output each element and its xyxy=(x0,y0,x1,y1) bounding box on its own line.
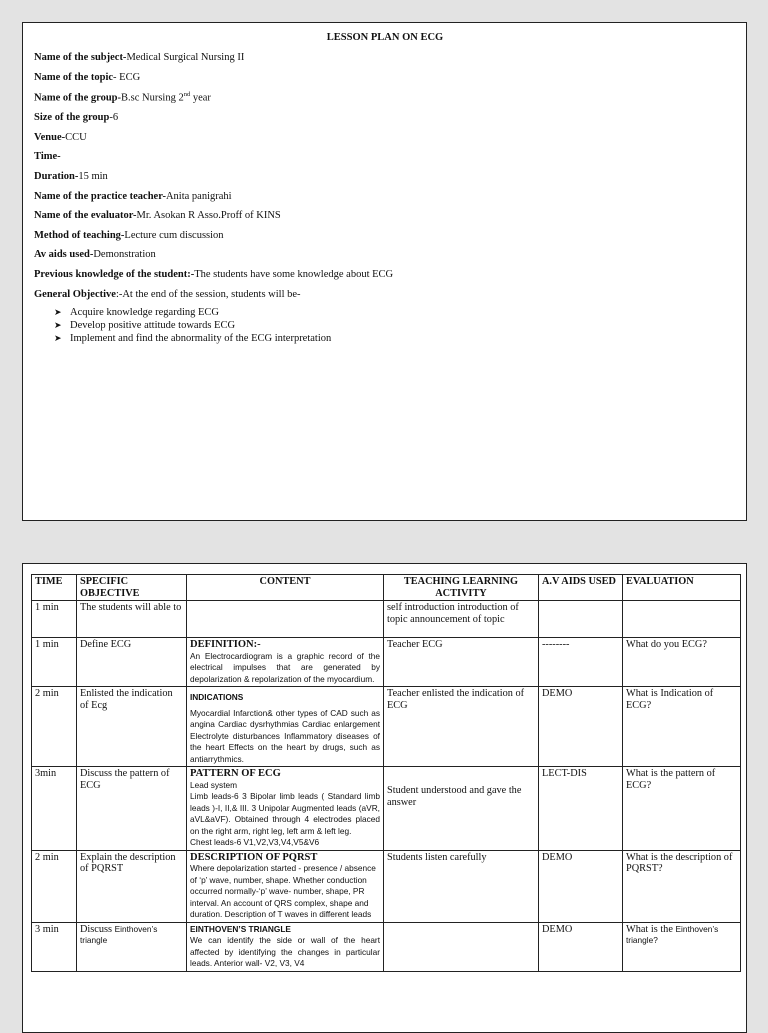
cell-time: 1 min xyxy=(32,638,77,687)
field-time: Time- xyxy=(34,151,61,163)
field-practice-teacher: Name of the practice teacher-Anita panigrahi xyxy=(34,190,232,202)
field-venue: Venue-CCU xyxy=(34,131,87,143)
content-heading: INDICATIONS xyxy=(190,692,244,703)
lesson-plan-page xyxy=(22,22,747,521)
content-heading: DESCRIPTION OF PQRST xyxy=(190,851,318,863)
field-general-objective: General Objective:-At the end of the session, students will be- xyxy=(34,288,301,300)
cell-content xyxy=(187,922,384,971)
cell-content xyxy=(187,767,384,851)
cell-time: 3min xyxy=(32,767,77,851)
cell-time: 2 min xyxy=(32,850,77,922)
field-duration: Duration-15 min xyxy=(34,171,108,183)
cell-content xyxy=(187,601,384,638)
cell-objective: Explain the description of PQRST xyxy=(77,850,187,922)
cell-time: 3 min xyxy=(32,922,77,971)
arrow-bullet-icon: ➤ xyxy=(54,332,62,343)
cell-evaluation: What is the Einthoven’s triangle? xyxy=(623,922,741,971)
cell-activity: Teacher enlisted the indication of ECG xyxy=(384,687,539,767)
cell-content xyxy=(187,638,384,687)
table-row xyxy=(32,767,741,851)
field-method: Method of teaching-Lecture cum discussion xyxy=(34,229,224,241)
cell-objective: Discuss the pattern of ECG xyxy=(77,767,187,851)
cell-activity: Teacher ECG xyxy=(384,638,539,687)
table-row xyxy=(32,922,741,971)
table-row xyxy=(32,850,741,922)
cell-aids: LECT-DIS xyxy=(539,767,623,851)
cell-evaluation: What is Indication of ECG? xyxy=(623,687,741,767)
table-header-row xyxy=(32,575,741,601)
cell-aids: DEMO xyxy=(539,687,623,767)
cell-aids: -------- xyxy=(539,638,623,687)
field-topic: Name of the topic- ECG xyxy=(34,71,141,83)
arrow-bullet-icon: ➤ xyxy=(54,307,62,318)
table-row xyxy=(32,687,741,767)
cell-aids xyxy=(539,601,623,638)
table-row xyxy=(32,638,741,687)
cell-objective: Define ECG xyxy=(77,638,187,687)
field-previous-knowledge: Previous knowledge of the student:-The students have some knowledge about ECG xyxy=(34,269,394,281)
cell-time: 1 min xyxy=(32,601,77,638)
header-av-aids: A.V AIDS USED xyxy=(539,575,623,601)
field-group-size: Size of the group-6 xyxy=(34,112,119,124)
content-text: We can identify the side or wall of the heart affected by identifying the changes in particular leads. Anterior wall- V2, V3, V4 xyxy=(190,935,380,969)
field-subject: Name of the subject-Medical Surgical Nursing II xyxy=(34,52,245,63)
list-item: ➤ Develop positive attitude towards ECG xyxy=(54,320,236,332)
cell-objective: Enlisted the indication of Ecg xyxy=(77,687,187,767)
cell-evaluation: What is the description of PQRST? xyxy=(623,850,741,922)
lesson-table-page xyxy=(22,563,747,1033)
cell-activity: self introduction introduction of topic announcement of topic xyxy=(384,601,539,638)
table-row xyxy=(32,601,741,638)
header-time: TIME xyxy=(32,575,77,601)
cell-aids: DEMO xyxy=(539,922,623,971)
header-content: CONTENT xyxy=(187,575,384,601)
list-item: ➤ Implement and find the abnormality of the ECG interpretation xyxy=(54,332,332,344)
field-evaluator: Name of the evaluator-Mr. Asokan R Asso.Proff of KINS xyxy=(34,210,281,222)
cell-time: 2 min xyxy=(32,687,77,767)
cell-activity xyxy=(384,922,539,971)
cell-activity: Student understood and gave the answer xyxy=(384,767,539,851)
header-activity: TEACHING LEARNING ACTIVITY xyxy=(384,575,539,601)
cell-evaluation: What is the pattern of ECG? xyxy=(623,767,741,851)
cell-evaluation xyxy=(623,601,741,638)
content-text: Limb leads-6 3 Bipolar limb leads ( Standard limb leads )-I, II,& III. 3 Unipolar Augmented leads (aVR, aVL&aVF). Obtained through 4 electrodes placed on the right arm, right leg, left arm & left leg. xyxy=(190,791,380,836)
cell-aids: DEMO xyxy=(539,850,623,922)
content-text: Lead system xyxy=(190,779,238,790)
content-heading: EINTHOVEN’S TRIANGLE xyxy=(190,923,291,934)
cell-activity: Students listen carefully xyxy=(384,850,539,922)
field-group: Name of the group-B.sc Nursing 2nd year xyxy=(34,91,211,104)
cell-evaluation: What do you ECG? xyxy=(623,638,741,687)
content-heading: DEFINITION:- xyxy=(190,639,261,651)
page-title: LESSON PLAN ON ECG xyxy=(326,32,444,43)
content-text: An Electrocardiogram is a graphic record of the electrical impulses that are generated by depolarization & repolarization of the myocardium. xyxy=(190,650,380,684)
cell-content xyxy=(187,850,384,922)
list-item: ➤ Acquire knowledge regarding ECG xyxy=(54,307,219,319)
cell-content xyxy=(187,687,384,767)
header-objective: SPECIFIC OBJECTIVE xyxy=(77,575,187,601)
content-text: Myocardial Infarction& other types of CAD such as angina Cardiac dysrhythmias Cardiac enlargement Electrolyte disturbances Inflammatory diseases of the heart Effects on the heart by drugs, such as antiarrythmics. xyxy=(190,707,380,764)
content-text: Where depolarization started - presence / absence of ‘p’ wave, number, shape. Whether conduction occurred normally-‘p’ wave- number, shape, PR interval. An account of QRS complex, shape and duration. Description of T waves in different leads xyxy=(190,863,376,920)
arrow-bullet-icon: ➤ xyxy=(54,320,62,331)
lesson-plan-table xyxy=(31,574,741,972)
objective-list xyxy=(54,307,736,344)
content-text: Chest leads-6 V1,V2,V3,V4,V5&V6 xyxy=(190,837,320,848)
field-av-aids: Av aids used-Demonstration xyxy=(34,249,156,261)
header-evaluation: EVALUATION xyxy=(623,575,741,601)
content-heading: PATTERN OF ECG xyxy=(190,768,281,780)
cell-objective: Discuss Einthoven’s triangle xyxy=(77,922,187,971)
cell-objective: The students will able to xyxy=(77,601,187,638)
